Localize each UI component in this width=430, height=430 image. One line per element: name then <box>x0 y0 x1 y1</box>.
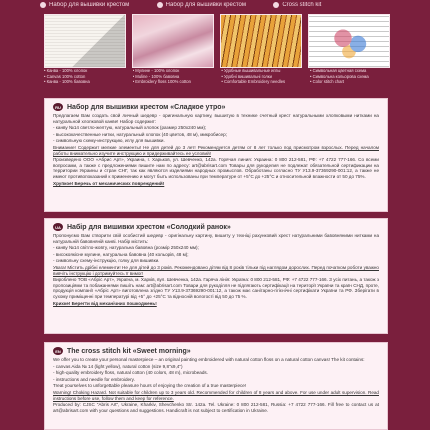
caption-needles <box>221 68 301 90</box>
panel-ua <box>44 218 388 334</box>
paragraph: - канву №14 світло-жовту, натуральна бавовна (розмір 250х240 мм); <box>53 245 199 251</box>
tab-ru[interactable] <box>40 2 157 8</box>
caption-line: • Канва - 100% хлопок <box>44 68 88 73</box>
paragraph: - canvas Aida № 14 (light yellow), natural cotton (size 9,8"х9,4") <box>53 363 183 369</box>
panel-title <box>53 223 379 231</box>
flag-icon: UA <box>53 223 63 231</box>
panel-text <box>53 113 379 186</box>
tab-ua[interactable] <box>157 2 274 8</box>
paragraph: - высококачественные нитки, натуральный хлопок (40 цветов, 48 м), микробисер; <box>53 131 227 137</box>
caption-line: • Color stitch chart <box>309 79 345 85</box>
fragile-note: Хрупкое! Беречь от механических повреждений! <box>53 180 165 186</box>
panel-title <box>53 347 379 355</box>
bullet-icon <box>273 2 279 8</box>
paragraph: - символьную схему-инструкцию, иглу для вышивки. <box>53 138 165 144</box>
paragraph: We offer you to create your personal masterpiece – an original painting embroidered with natural cotton floss on a natural cotton canvas! The kit contains: <box>53 357 365 362</box>
caption-line: • Символьная цветная схема <box>309 68 367 73</box>
caption-line: • Muline - 100% бавовна <box>132 73 180 79</box>
paragraph: Вироблено ТОВ «Абріс Арт», Україна, м. Харків, вул. Шевченка, 142а. Гаряча лінія: Україна: 0 800 212-581, РФ: +7 4722 777-166. З усіх питань, а також з пропозиціями та побажаннями пишіть нам: art@abrisart.com Товари для рукоділля не підлягають сертифікації на території України та країн СНД, проте, продукція компанії «Абріс Арт» виготовлена згідно ТУ У13.9-37369290-001:12, а також має санітарно-гігієнічні сертифікати України та РФ. Зберігати в сухому приміщенні при температурі від +5° до +25°С та відносній вологості від 50 до 75 %. <box>53 277 379 299</box>
panel-title <box>53 103 379 111</box>
bullet-icon <box>40 2 46 8</box>
caption-line: • Удобные вышивальные иглы <box>221 68 281 73</box>
caption-line: • Comfortable Embroidery needles <box>221 79 286 85</box>
caption-threads <box>133 68 213 90</box>
paragraph: Предлагаем Вам создать свой личный шедевр - оригинальную картину, вышитую в технике счетный крест натуральными хлопковыми нитками на натуральной хлопковой канве! Набор содержит: <box>53 113 379 124</box>
fragile-note: Крихке! Берегти від механічних пошкоджень! <box>53 300 157 306</box>
bullet-icon <box>157 2 163 8</box>
flag-icon: RU <box>53 103 63 111</box>
product-images-row <box>44 14 390 66</box>
caption-line: • Удобні вишивальні голки <box>221 73 272 79</box>
flag-icon: EN <box>53 347 63 355</box>
top-strip <box>40 0 390 10</box>
caption-line: • Мулине - 100% хлопок <box>132 68 180 73</box>
paragraph: Произведено ООО «Абрис Арт», Украина, г. Харьков, ул. Шевченко, 142а. Горячая линия: Украина: 0 800 212-581, РФ: +7 4722 777-166. Со всеми вопросами, а также с предложениями пишите нам по адресу: art@abrisart.com Товары для рукоделия не подлежат обязательной сертификации на территории Украины и стран СНГ, так как являются изделиями народных промыслов. Обработаны согласно ТУ У13.9-37369290-001:12, а также не имеют противопоказаний к применению и могут быть использованы при температуре от +5°С до +25°С и относительной влажности от 50 до 75%. <box>53 157 379 179</box>
tab-label: Cross stitch kit <box>282 2 322 8</box>
paragraph: - символьну схему-інструкцію, голку для вишивки. <box>53 258 160 264</box>
panel-title-text: The cross stitch kit «Sweet morning» <box>67 347 191 355</box>
paragraph: - високоякісне мулине, натуральна бавовна (40 кольорів, 48 м); <box>53 251 189 257</box>
scheme-image <box>308 14 390 68</box>
panel-title-text: Набор для вышивки крестом «Сладкое утро» <box>67 103 226 111</box>
warning-paragraph: Warning! Choking Hazard. Not suitable for children up to 3 years old. Recommended for children of 8 years and above. For use under adult supervision. Read instructions before use, follow them and keep for reference. <box>53 389 379 401</box>
panel-title-text: Набір для вишивки хрестом «Солодкий ранок» <box>67 223 231 231</box>
panel-en <box>44 342 388 430</box>
needles-image <box>220 14 302 68</box>
panel-ru <box>44 98 388 212</box>
panel-text <box>53 233 379 306</box>
threads-image <box>132 14 214 68</box>
paragraph: - high-quality embroidery floss, natural cotton (40 colors, 48 m), microbeads. <box>53 370 208 376</box>
caption-line: • Канва - 100% бавовна <box>44 79 90 85</box>
paragraph: Produced by: CJSC "Abris Art", Ukraine, Kharkiv, Shevchenko Str. 142a. Tel. Ukraine: 0 800 212-581, Russia: +7 4722 777-166. Fill free to contact us at art@abrisart.com with your questions and suggestions. Handicraft is not subject to certification in Ukraine. <box>53 402 379 413</box>
caption-scheme <box>310 68 390 90</box>
panel-text <box>53 357 379 413</box>
product-captions-row <box>44 68 390 90</box>
tab-label: Набор для вышивки крестом <box>165 2 246 8</box>
paragraph: Treat yourselves to unforgettable pleasure hours of enjoying the creation of a true masterpiece! <box>53 383 247 389</box>
paragraph: - канву №14 светло-желтую, натуральный хлопок (размер 250х240 мм); <box>53 125 207 131</box>
warning-paragraph: Внимание! Содержит мелкие элементы! Не для детей до 3 лет! Рекомендуется детям от 8 лет только под присмотром взрослых. Перед началом работы внимательно изучите инструкцию и придерживайтесь ее условий! <box>53 144 379 156</box>
caption-canvas <box>44 68 124 90</box>
caption-line: • Canvas 100% cotton <box>44 73 86 79</box>
paragraph: Пропонуємо Вам створити свій особистий шедевр - оригінальну картину, вишиту у техніці рахунковий хрест натуральними бавовняними нитками на натуральній бавовняній канві. Набір містить: <box>53 233 379 244</box>
caption-line: • Символьна кольорова схема <box>309 73 369 79</box>
tab-label: Набор для вышивки крестом <box>49 2 130 8</box>
tab-en[interactable] <box>273 2 390 8</box>
warning-paragraph: Увага! Містить дрібні елементи! Не для дітей до 3 років. Рекомендовано дітям від 8 років тільки під наглядом дорослих. Перед початком роботи уважно вивчіть інструкцію і дотримуйтесь її вимог! <box>53 264 379 276</box>
canvas-image <box>44 14 126 68</box>
caption-line: • Embroidery floss 100% cotton <box>132 79 191 85</box>
paragraph: - instructions and needle for embroidery. <box>53 376 135 382</box>
